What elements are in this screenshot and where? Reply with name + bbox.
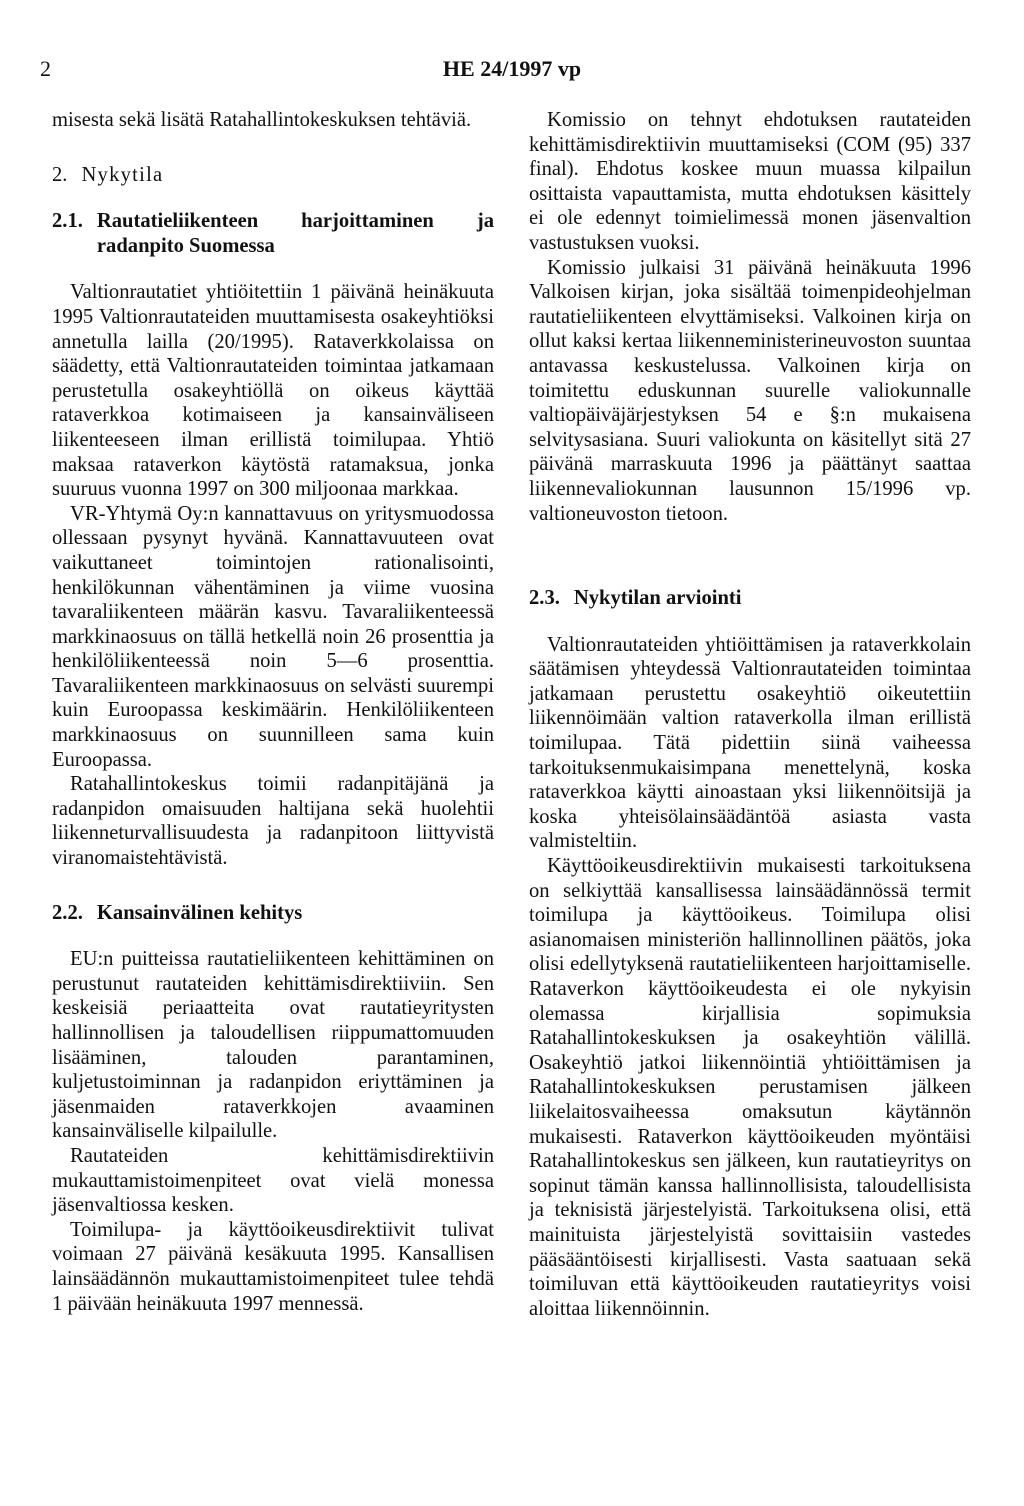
page-number: 2	[40, 56, 51, 81]
section-2-3-heading	[529, 586, 971, 611]
section-2-number: 2.	[52, 163, 68, 186]
running-head: HE 24/1997 vp	[442, 56, 582, 81]
paragraph: Valtionrautatiet yhtiöitettiin 1 päivänä heinäkuuta 1995 Valtionrautateiden muuttamisesta osakeyhtiöksi annetulla lailla (20/1995). Rataverkkolaissa on säädetty, että Valtionrautateiden toimintaa jatkamaan perustetulla osakeyhtiöllä on oikeus käyttää rataverkkoa kotimaiseen ja kansainväliseen liikenteeseen ilman erillistä toimilupaa. Yhtiö maksaa rataverkon käytöstä ratamaksua, jonka suuruus vuonna 1997 on 300 miljoonaa markkaa.	[52, 281, 494, 501]
section-2-3-title: Nykytilan arviointi	[573, 587, 742, 610]
paragraph: Komissio julkaisi 31 päivänä heinäkuuta 1996 Valkoisen kirjan, joka sisältää toimenpideohjelman rautatieliikenteen elvyttämiseksi. Valkoinen kirja on ollut kaksi kertaa liikenneministerineuvoston suuntaa antavassa keskustelussa. Valkoinen kirja on toimitettu eduskunnan suurelle valiokunnalle valtiopäiväjärjestyksen 54 e §:n mukaisena selvitysasiana. Suuri valiokunta on käsitellyt sitä 27 päivänä marraskuuta 1996 ja päättänyt saattaa liikennevaliokunnan lausunnon 15/1996 vp. valtioneuvoston tietoon.	[529, 256, 971, 525]
section-2-3-number: 2.3.	[529, 587, 560, 610]
section-2-2-number: 2.2.	[52, 901, 83, 924]
intro-fragment: misesta sekä lisätä Ratahallintokeskuksen tehtäviä.	[52, 109, 472, 131]
section-2-heading	[52, 163, 494, 188]
paragraph: Komissio on tehnyt ehdotuksen rautateiden kehittämisdirektiivin muuttamiseksi (COM (95) 337 final). Ehdotus koskee muun muassa kilpailun osittaista vapauttamista, mutta ehdotuksen käsittely ei ole edennyt toimielimessä monen jäsenvaltion vastustuksen vuoksi.	[529, 109, 971, 254]
section-2-1-number: 2.1.	[52, 210, 83, 233]
section-2-1-heading	[52, 209, 494, 258]
paragraph: Rautateiden kehittämisdirektiivin mukauttamistoimenpiteet ovat vielä monessa jäsenvaltiossa kesken.	[52, 1144, 494, 1217]
paragraph: VR-Yhtymä Oy:n kannattavuus on yritysmuodossa ollessaan pysynyt hyvänä. Kannattavuuteen ovat vaikuttaneet toimintojen rationalisointi, henkilökunnan vähentäminen ja viime vuosina tavaraliikenteen määrän kasvu. Tavaraliikenteessä markkinaosuus on tällä hetkellä noin 26 prosenttia ja henkilöliikenteessä noin 5—6 prosenttia. Tavaraliikenteen markkinaosuus on selvästi suurempi kuin Euroopassa keskimäärin. Henkilöliikenteen markkinaosuus on suunnilleen sama kuin Euroopassa.	[52, 502, 494, 771]
left-column	[52, 108, 494, 1316]
paragraph: Valtionrautateiden yhtiöittämisen ja rataverkkolain säätämisen yhteydessä Valtionrautateiden toimintaa jatkamaan perustettu osakeyhtiö oikeutettiin liikennöimään valtion rataverkolla ilman erillistä toimilupaa. Tätä pidettiin siinä vaiheessa tarkoituksenmukaisimpana menettelynä, koska rataverkkoa käytti ainoastaan yksi liikennöitsijä ja koska yhteisölainsäädäntöä asiasta vasta valmisteltiin.	[529, 633, 971, 853]
paragraph: Ratahallintokeskus toimii radanpitäjänä ja radanpidon omaisuuden haltijana sekä huolehtii liikenneturvallisuudesta ja radanpitoon liittyvistä viranomaistehtävistä.	[52, 773, 494, 870]
section-2-2-heading	[52, 901, 494, 926]
paragraph: Toimilupa- ja käyttöoikeusdirektiivit tulivat voimaan 27 päivänä kesäkuuta 1995. Kansallisen lainsäädännön mukauttamistoimenpiteet tulee tehdä 1 päivään heinäkuuta 1997 mennessä.	[52, 1218, 494, 1315]
paragraph: EU:n puitteissa rautatieliikenteen kehittäminen on perustunut rautateiden kehittämisdirektiiviin. Sen keskeisiä periaatteita ovat rautatieyritysten hallinnollisen ja taloudellisen riippumattomuuden lisääminen, talouden parantaminen, kuljetustoiminnan ja radanpidon eriyttäminen ja jäsenmaiden rataverkkojen avaaminen kansainväliselle kilpailulle.	[52, 948, 494, 1143]
section-2-title: Nykytila	[81, 163, 164, 186]
paragraph: Käyttöoikeusdirektiivin mukaisesti tarkoituksena on selkiyttää kansallisessa lainsäädännössä termit toimilupa ja käyttöoikeus. Toimilupa olisi asianomaisen ministeriön hallinnollinen päätös, joka olisi edellytyksenä rautatieliikenteen harjoittamiselle. Rataverkon käyttöoikeudesta ei ole nykyisin olemassa kirjallisia sopimuksia Ratahallintokeskuksen ja osakeyhtiön välillä. Osakeyhtiö jatkoi liikennöintiä yhtiöittämisen ja Ratahallintokeskuksen perustamisen jälkeen liikelaitosvaiheessa omaksutun käytännön mukaisesti. Rataverkon käyttöoikeuden myöntäisi Ratahallintokeskus sen jälkeen, kun rautatieyritys on sopinut tämän kanssa hallinnollisista, taloudellisista ja teknisistä järjestelyistä. Tarkoituksena olisi, että mainituista järjestelyistä sovittaisiin vastedes pääsääntöisesti kirjallisesti. Vasta saatuaan sekä toimiluvan että käyttöoikeuden rautatieyritys voisi aloittaa liikennöinnin.	[529, 855, 971, 1320]
section-2-1-title: Rautatieliikenteen harjoittaminen ja radanpito Suomessa	[96, 210, 494, 257]
right-column	[529, 108, 971, 1321]
section-2-2-title: Kansainvälinen kehitys	[96, 901, 303, 924]
